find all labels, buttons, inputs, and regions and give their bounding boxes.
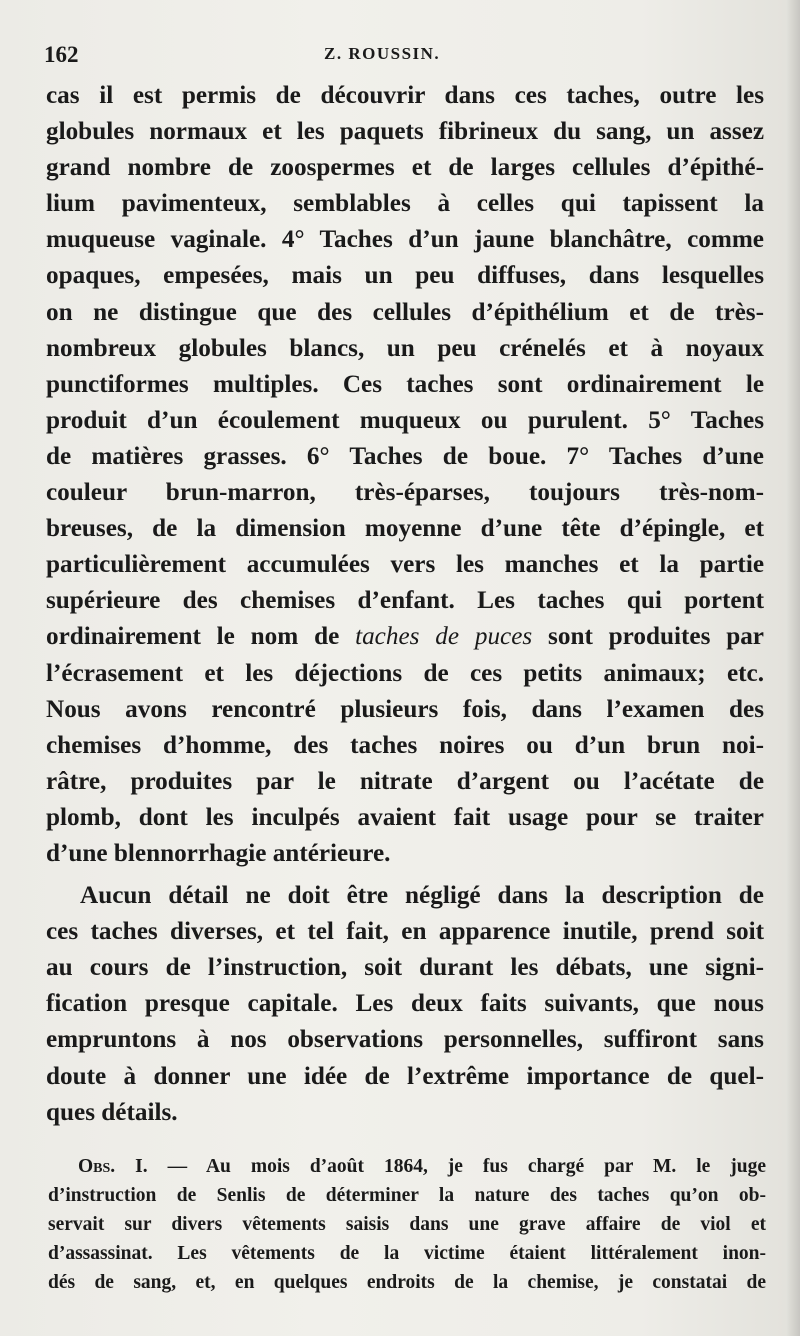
running-head: Z. ROUSSIN. (324, 44, 441, 63)
text-line: empruntons à nos observations personnelles, suffiront sans (46, 1026, 764, 1054)
text-line: supérieure des chemises d’enfant. Les taches qui portent (46, 587, 764, 615)
text-line: ordinairement le nom de taches de puces sont produites par (46, 623, 764, 651)
text-line: d’une blennorrhagie antérieure. (46, 839, 391, 867)
text-line: ques détails. (46, 1098, 178, 1126)
text-line: couleur brun-marron, très-éparses, toujours très-nom- (46, 479, 764, 507)
main-text (46, 78, 764, 1131)
italic-term: taches de puces (355, 623, 533, 651)
text-line: ces taches diverses, et tel fait, en apparence inutile, prend soit (46, 918, 764, 946)
text-line: grand nombre de zoospermes et de larges cellules d’épithé- (46, 154, 764, 182)
text-line: chemises d’homme, des taches noires ou d’un brun noi- (46, 731, 764, 759)
paragraph-1 (46, 78, 764, 872)
text-line: de matières grasses. 6° Taches de boue. 7° Taches d’une (46, 442, 764, 470)
observation-label: Obs. I. (78, 1156, 148, 1177)
text-line: nombreux globules blancs, un peu crénelés et à noyaux (46, 334, 764, 362)
text-line: plomb, dont les inculpés avaient fait usage pour se traiter (46, 803, 764, 831)
page-header (44, 40, 744, 72)
observation-text: — Au mois d’août 1864, je fus chargé par M. le juge (147, 1156, 766, 1177)
text-line: globules normaux et les paquets fibrineux du sang, un assez (46, 118, 764, 146)
text-line: produit d’un écoulement muqueux ou purulent. 5° Taches (46, 406, 764, 434)
text-line: d’instruction de Senlis de déterminer la nature des taches qu’on ob- (48, 1185, 766, 1206)
text-line: doute à donner une idée de l’extrême importance de quel- (46, 1062, 764, 1090)
page-edge-shadow (786, 0, 800, 1336)
text-line: servait sur divers vêtements saisis dans une grave affaire de viol et (48, 1214, 766, 1235)
text-line: dés de sang, et, en quelques endroits de la chemise, je constatai de (48, 1272, 766, 1293)
observation-note (48, 1152, 766, 1297)
text-line: opaques, empesées, mais un peu diffuses, dans lesquelles (46, 262, 764, 290)
text-line: l’écrasement et les déjections de ces petits animaux; etc. (46, 659, 764, 687)
text-line: Aucun détail ne doit être négligé dans la description de (80, 882, 764, 910)
text-line: breuses, de la dimension moyenne d’une tête d’épingle, et (46, 515, 764, 543)
text-line: râtre, produites par le nitrate d’argent ou l’acétate de (46, 767, 764, 795)
text-line: cas il est permis de découvrir dans ces taches, outre les (46, 82, 764, 109)
text-line: Nous avons rencontré plusieurs fois, dans l’examen des (46, 695, 764, 723)
text-line: on ne distingue que des cellules d’épithélium et de très- (46, 298, 764, 326)
text-line: fication presque capitale. Les deux faits suivants, que nous (46, 990, 764, 1018)
text-line: muqueuse vaginale. 4° Taches d’un jaune blanchâtre, comme (46, 226, 764, 254)
text-line: particulièrement accumulées vers les manches et la partie (46, 551, 764, 579)
paragraph-2 (46, 878, 764, 1131)
text-line: punctiformes multiples. Ces taches sont ordinairement le (46, 370, 764, 398)
page-number: 162 (44, 42, 79, 67)
text-line: d’assassinat. Les vêtements de la victime étaient littéralement inon- (48, 1243, 766, 1264)
text-line: lium pavimenteux, semblables à celles qui tapissent la (46, 190, 764, 218)
text-line: au cours de l’instruction, soit durant les débats, une signi- (46, 954, 764, 982)
text-line (48, 1152, 766, 1181)
